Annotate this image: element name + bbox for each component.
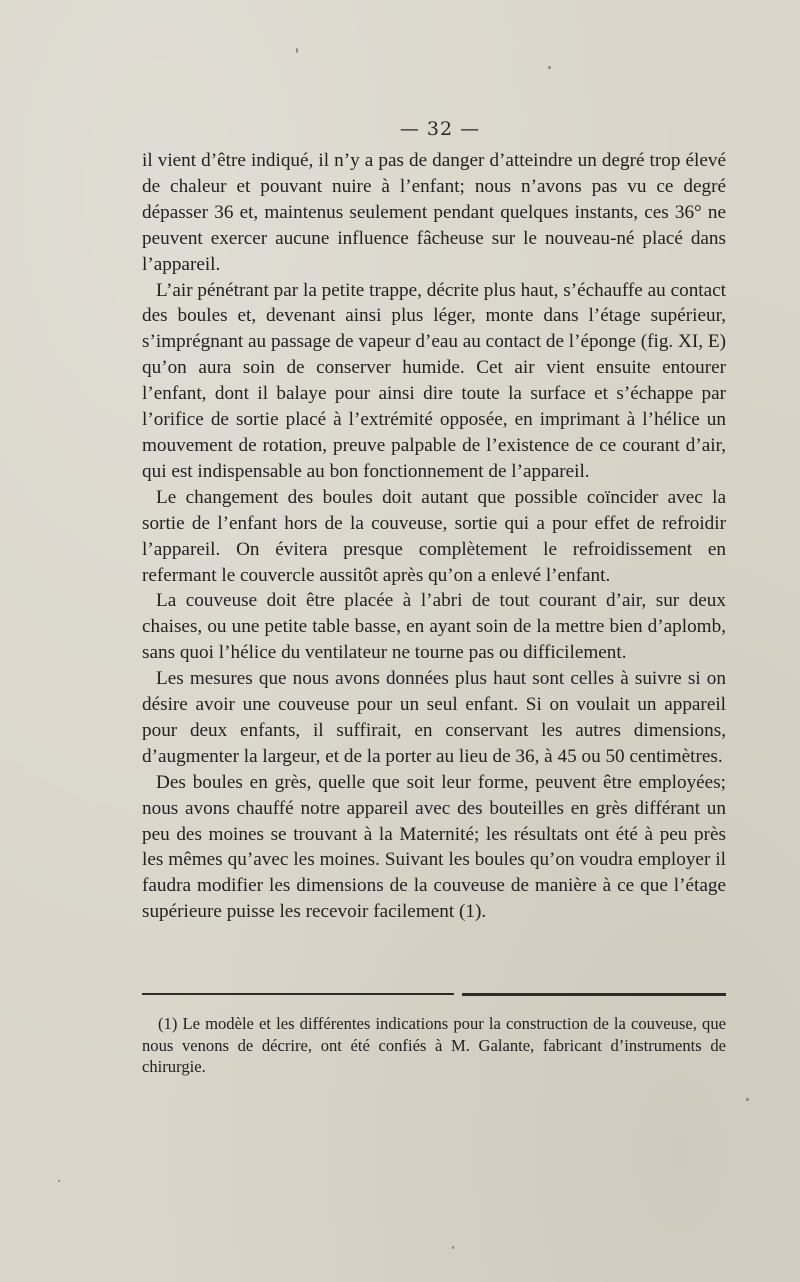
paragraph-air-flow: L’air pénétrant par la petite trappe, décrite plus haut, s’échauffe au contact des boules et, devenant ainsi plus léger, monte dans l’étage supérieur, s’imprégnant au passage de vapeur d’eau au contact de l’éponge (fig. XI, E) qu’on aura soin de conserver humide. Cet air vient ensuite entourer l’enfant, dont il balaye pour ainsi dire toute la surface et s’échappe par l’orifice de sortie placé à l’extrémité opposée, en imprimant à l’hélice un mouvement de rotation, preuve palpable de l’existence de ce courant d’air, qui est indispensable au bon fonctionnement de l’appareil. xyxy=(142,279,726,482)
paper-speck xyxy=(296,48,298,53)
separator-rule-left xyxy=(142,993,454,995)
paragraph-continuation: il vient d’être indiqué, il n’y a pas de danger d’atteindre un degré trop élevé de chaleur et pouvant nuire à l’enfant; nous n’avons pas vu ce degré dépasser 36 et, maintenus seulement pendant quelques instants, ces 36° ne peuvent exercer aucune influence fâcheuse sur le nouveau-né placé dans l’appareil. xyxy=(142,150,726,275)
footnote xyxy=(142,1013,726,1078)
paragraph-placement: La couveuse doit être placée à l’abri de tout courant d’air, sur deux chaises, ou une petite table basse, en ayant soin de la mettre bien d’aplomb, sans quoi l’hélice du ventilateur ne tourne pas ou difficilement. xyxy=(142,590,726,664)
paragraph-ball-change: Le changement des boules doit autant que possible coïncider avec la sortie de l’enfant hors de la couveuse, sortie qui a pour effet de refroidir l’appareil. On évitera presque complètement le refroidissement en refermant le couvercle aussitôt après qu’on a enlevé l’enfant. xyxy=(142,486,726,586)
paper-speck xyxy=(58,1180,60,1182)
body-text xyxy=(142,148,726,925)
separator-rule-right xyxy=(462,993,726,996)
paper-speck xyxy=(746,1098,749,1101)
paragraph-stoneware-balls: Des boules en grès, quelle que soit leur forme, peuvent être employées; nous avons chauffé notre appareil avec des bouteilles en grès différant un peu des moines se trouvant à la Maternité; les résultats ont été à peu près les mêmes qu’avec les moines. Suivant les boules qu’on voudra employer il faudra modifier les dimensions de la couveuse de manière à ce que l’étage supérieure puisse les recevoir facilement (1). xyxy=(142,771,726,923)
paper-speck xyxy=(452,1246,454,1249)
paragraph-measurements: Les mesures que nous avons données plus haut sont celles à suivre si on désire avoir une couveuse pour un seul enfant. Si on voulait un appareil pour deux enfants, il suffirait, en conservant les autres dimensions, d’augmenter la largeur, et de la porter au lieu de 36, à 45 ou 50 centimètres. xyxy=(142,668,726,767)
page-number: — 32 — xyxy=(399,118,481,140)
paper-speck xyxy=(548,66,551,69)
footnote-text: (1) Le modèle et les différentes indications pour la construction de la couveuse, que nous venons de décrire, ont été confiés à M. Galante, fabricant d’instruments de chirurgie. xyxy=(142,1014,726,1076)
footnote-separator xyxy=(142,993,726,997)
